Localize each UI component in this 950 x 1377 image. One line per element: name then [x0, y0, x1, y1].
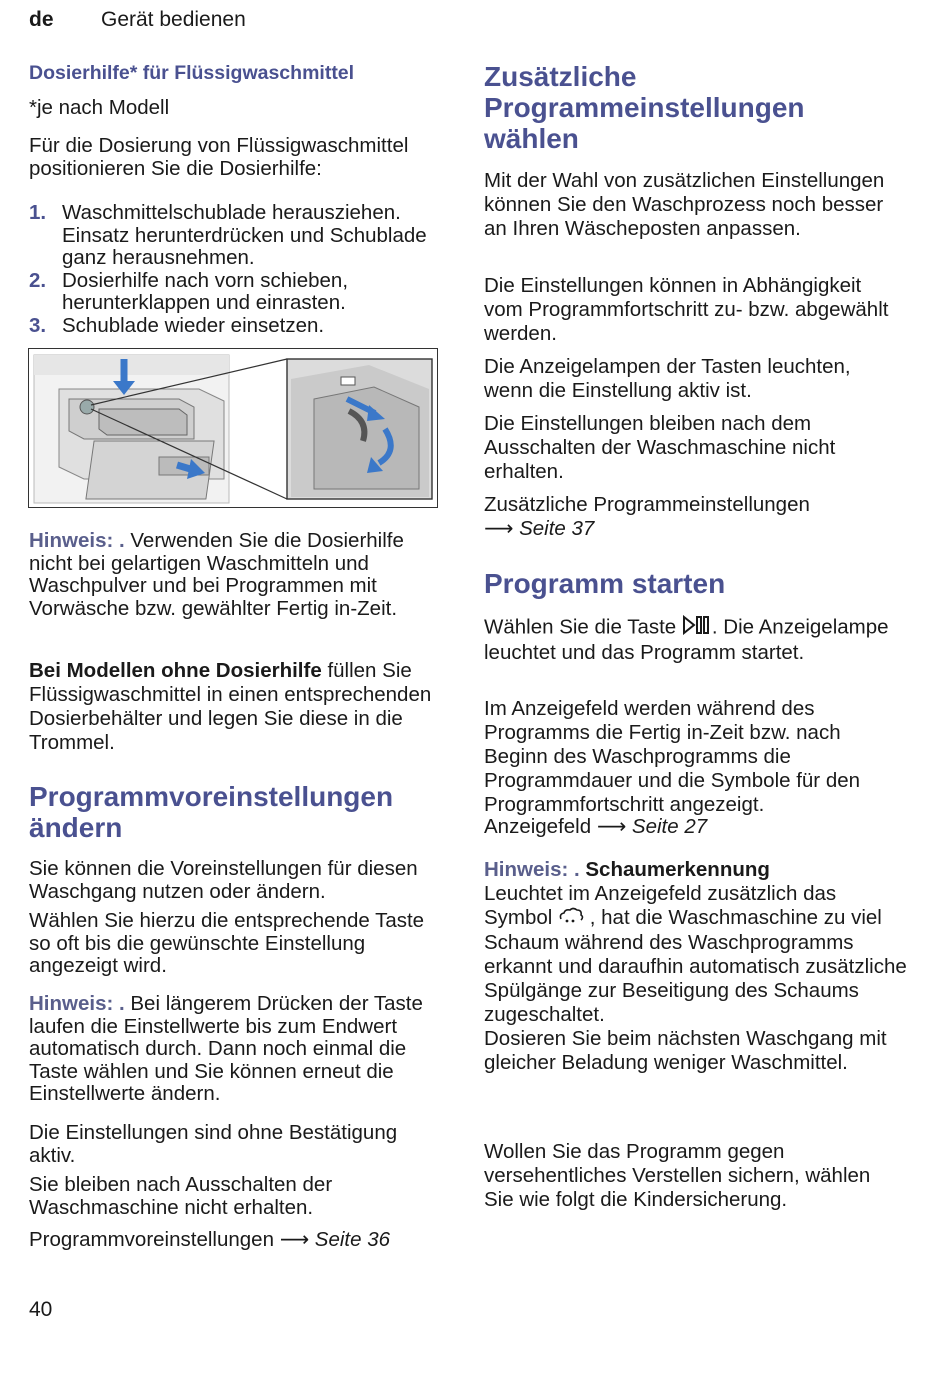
note-dosing	[29, 530, 444, 620]
note-label: Hinweis: .	[29, 992, 125, 1015]
language-code: de	[29, 8, 54, 31]
note-bold: Schaumerkennung	[579, 858, 770, 881]
presets-title: Programmvoreinstellungen ändern	[29, 781, 394, 843]
presets-p2: Wählen Sie hierzu die entsprechende Taste so oft bis die gewünschte Einstellung angezeigt wird.	[29, 909, 425, 977]
child-lock-p: Wollen Sie das Programm gegen versehentliches Verstellen sichern, wählen Sie wie folgt die Kindersicherung.	[484, 1140, 871, 1211]
dosing-title: Dosierhilfe* für Flüssigwaschmittel	[29, 62, 355, 84]
reference-text: Anzeigefeld	[484, 815, 597, 838]
section-title: Gerät bedienen	[101, 8, 246, 31]
foam-icon	[558, 907, 584, 931]
extra-settings-title: Zusätzliche Programmeinstellungen wählen	[484, 61, 805, 154]
page-reference[interactable]: Seite 36	[309, 1228, 390, 1251]
note-label: Hinweis: .	[484, 858, 580, 881]
reference-text: Zusätzliche Programmeinstellungen	[484, 493, 810, 516]
note-text-a: Leuchtet im Anzeigefeld zusätzlich das Symbol	[484, 882, 837, 929]
arrow-right-icon: ⟶	[596, 815, 627, 838]
step-number: 3.	[29, 313, 47, 337]
step-item	[29, 202, 444, 270]
extra-p2: Die Einstellungen können in Abhängigkeit vom Programmfortschritt zu- bzw. abgewählt werden.	[484, 274, 889, 345]
step-text: Dosierhilfe nach vorn schieben, herunterklappen und einrasten.	[62, 268, 349, 314]
step-item	[29, 270, 444, 315]
start-text-b: . Die Anzeigelampe leuchtet und das Programm startet.	[484, 615, 889, 664]
page-reference[interactable]: Seite 27	[626, 815, 708, 838]
extra-p1: Mit der Wahl von zusätzlichen Einstellungen können Sie den Waschprozess noch besser an Ihren Wäscheposten anpassen.	[484, 169, 885, 240]
dosing-steps	[29, 202, 444, 337]
start-program-title: Programm starten	[484, 568, 726, 599]
note-text-b: , hat die Waschmaschine zu viel Schaum während des Waschprogramms erkannt und daraufhin automatisch zusätzliche Spülgänge zur Beseitigung des Schaums zugeschaltet.	[484, 906, 907, 1026]
start-reference[interactable]	[484, 815, 904, 839]
drawer-illustration-svg	[29, 349, 438, 508]
dosing-aid-illustration	[28, 348, 438, 508]
note-presets	[29, 993, 444, 1106]
extra-p3: Die Anzeigelampen der Tasten leuchten, wenn die Einstellung aktiv ist.	[484, 355, 851, 402]
start-p2: Im Anzeigefeld werden während des Programms die Fertig in-Zeit bzw. nach Beginn des Waschprogramms die Programmdauer und die Symbole für den Programmfortschritt angezeigt.	[484, 697, 861, 816]
step-number: 1.	[29, 201, 47, 224]
note-text-c: Dosieren Sie beim nächsten Waschgang mit gleicher Beladung weniger Waschmittel.	[484, 1026, 887, 1074]
extra-reference[interactable]	[484, 493, 904, 541]
note-foam	[484, 858, 909, 1075]
models-without-aid	[29, 659, 444, 755]
start-text-a: Wählen Sie die Taste	[484, 615, 682, 639]
models-bold: Bei Modellen ohne Dosierhilfe	[29, 659, 322, 682]
presets-reference[interactable]	[29, 1228, 444, 1252]
model-note: *je nach Modell	[29, 96, 170, 119]
dosing-intro: Für die Dosierung von Flüssigwaschmittel positionieren Sie die Dosierhilfe:	[29, 134, 409, 180]
presets-p4: Sie bleiben nach Ausschalten der Waschmaschine nicht erhalten.	[29, 1173, 333, 1219]
step-item	[29, 315, 444, 338]
step-text: Schublade wieder einsetzen.	[62, 313, 325, 337]
note-label: Hinweis: .	[29, 529, 125, 552]
step-text: Waschmittelschublade herausziehen. Einsatz herunterdrücken und Schublade ganz herausnehmen.	[62, 201, 427, 269]
arrow-right-icon: ⟶	[279, 1228, 310, 1251]
arrow-right-icon: ⟶	[484, 517, 514, 540]
models-text: füllen Sie Flüssigwaschmittel in einen entsprechenden Dosierbehälter und legen Sie diese in die Trommel.	[29, 659, 432, 754]
step-number: 2.	[29, 268, 47, 292]
reference-text: Programmvoreinstellungen	[29, 1228, 280, 1251]
presets-p1: Sie können die Voreinstellungen für diesen Waschgang nutzen oder ändern.	[29, 857, 418, 903]
page-number: 40	[29, 1298, 53, 1321]
note-text: Verwenden Sie die Dosierhilfe nicht bei gelartigen Waschmitteln und Waschpulver und bei Programmen mit Vorwäsche bzw. gewählter Fertig in-Zeit.	[29, 529, 404, 620]
extra-p4: Die Einstellungen bleiben nach dem Ausschalten der Waschmaschine nicht erhalten.	[484, 412, 836, 483]
start-p1	[484, 615, 904, 665]
page-reference[interactable]: Seite 37	[513, 517, 595, 540]
note-text: Bei längerem Drücken der Taste laufen die Einstellwerte bis zum Endwert automatisch durch. Dann noch einmal die Taste wählen und Sie können erneut die Einstellwerte ändern.	[29, 992, 423, 1105]
presets-p3: Die Einstellungen sind ohne Bestätigung aktiv.	[29, 1121, 398, 1167]
page-header	[29, 8, 246, 32]
start-pause-icon	[682, 615, 712, 641]
